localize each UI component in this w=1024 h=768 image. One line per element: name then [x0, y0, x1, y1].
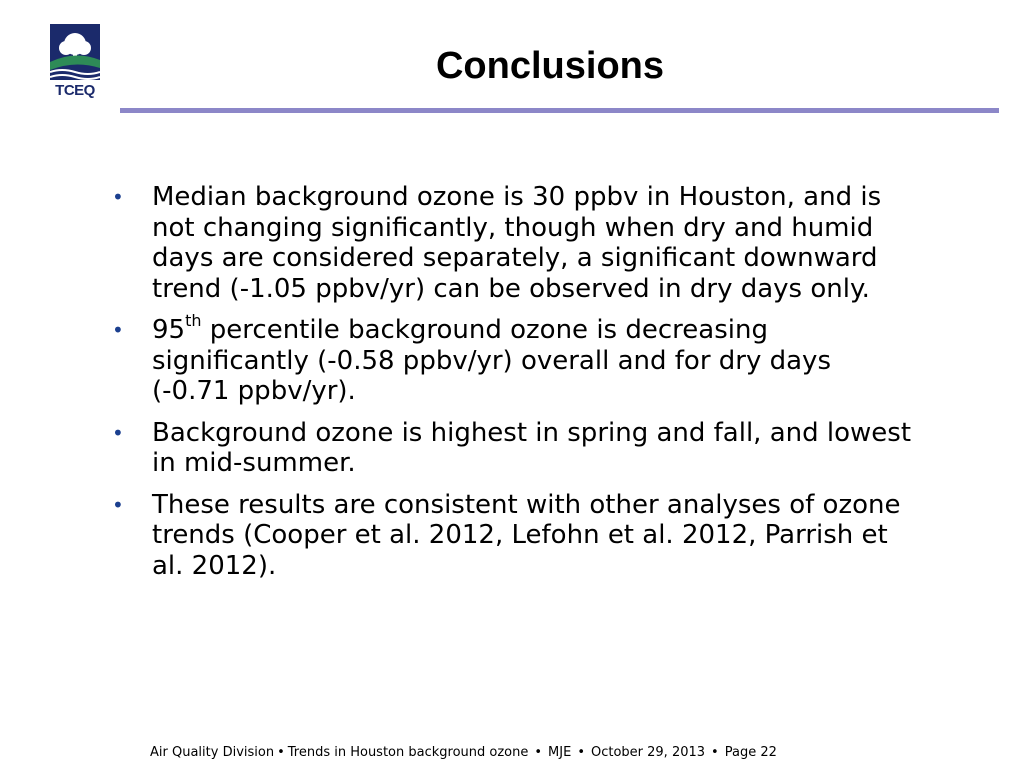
bullet-item — [112, 311, 912, 407]
tceq-logo — [50, 24, 100, 104]
footer-separator: • — [277, 745, 285, 760]
bullet-item — [112, 182, 912, 304]
bullet-dot-icon: • — [112, 420, 124, 445]
bullet-dot-icon: • — [112, 185, 124, 209]
bullet-text: percentile background ozone is decreasing significantly (-0.58 ppbv/yr) overall and for dry days (-0.71 ppbv/yr). — [152, 315, 831, 406]
bullet-list — [112, 182, 912, 592]
footer-separator: • — [534, 745, 543, 760]
footer-date: October 29, 2013 — [590, 745, 706, 760]
bullet-text: Median background ozone is 30 ppbv in Houston, and is not changing significantly, though when dry and humid days are considered separately, a significant downward trend (-1.05 ppbv/yr) can be observed in dry days only. — [152, 182, 882, 304]
bullet-prefix: 95 — [152, 315, 186, 345]
footer-separator: • — [711, 745, 719, 760]
bullet-text: These results are consistent with other analyses of ozone trends (Cooper et al. 2012, Lefohn et al. 2012, Parrish et al. 2012). — [152, 489, 901, 581]
footer-division: Air Quality Division — [150, 745, 275, 760]
bullet-superscript: th — [185, 311, 202, 331]
slide-footer — [150, 745, 910, 761]
bullet-dot-icon: • — [112, 318, 124, 342]
footer-page: Page 22 — [724, 745, 777, 760]
footer-topic: Trends in Houston background ozone — [287, 745, 529, 760]
bullet-item — [112, 490, 912, 582]
tceq-emblem-icon — [50, 24, 100, 82]
title-divider — [120, 108, 999, 113]
footer-author: MJE — [548, 745, 572, 760]
slide-title: Conclusions — [435, 45, 665, 87]
footer-separator: • — [577, 745, 585, 760]
bullet-text: Background ozone is highest in spring and fall, and lowest in mid-summer. — [152, 417, 912, 478]
bullet-dot-icon: • — [112, 492, 124, 517]
logo-text: TCEQ — [55, 82, 95, 99]
bullet-item — [112, 418, 912, 479]
